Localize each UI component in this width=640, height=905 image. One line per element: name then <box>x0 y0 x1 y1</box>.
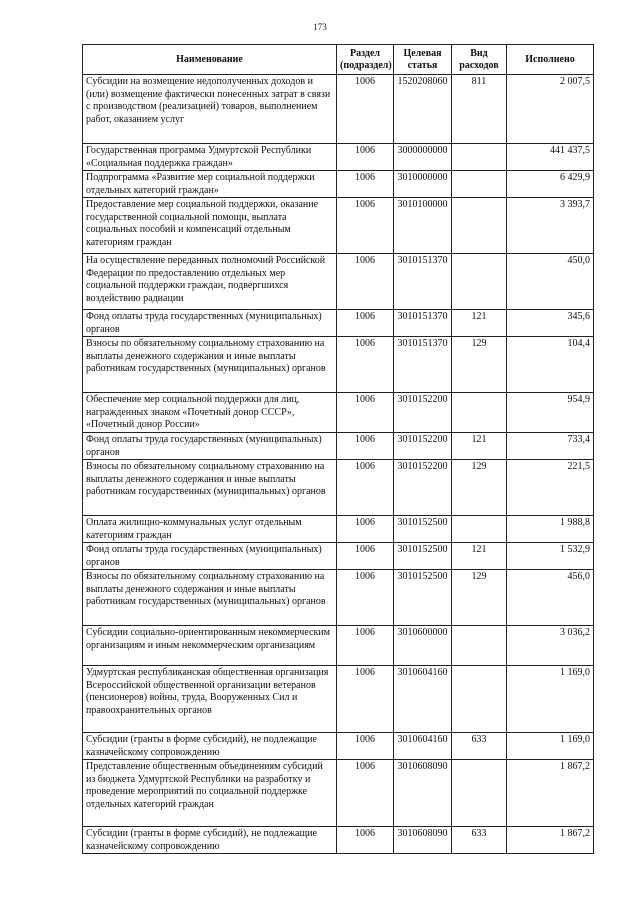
cell-name: Взносы по обязательному социальному страхованию на выплаты денежного содержания и иные выплаты работникам государственных (муниципальных) органов <box>83 570 337 626</box>
table-row <box>83 460 594 516</box>
cell-target: 3000000000 <box>394 144 452 171</box>
cell-done: 441 437,5 <box>507 144 594 171</box>
cell-kind: 633 <box>452 827 507 854</box>
cell-done: 1 532,9 <box>507 543 594 570</box>
cell-section: 1006 <box>337 171 394 198</box>
cell-target: 3010152200 <box>394 433 452 460</box>
header-row <box>83 45 594 75</box>
cell-done: 1 988,8 <box>507 516 594 543</box>
table-row <box>83 666 594 733</box>
cell-section: 1006 <box>337 570 394 626</box>
cell-section: 1006 <box>337 626 394 666</box>
cell-kind: 121 <box>452 433 507 460</box>
cell-kind <box>452 516 507 543</box>
cell-section: 1006 <box>337 460 394 516</box>
cell-target: 3010152500 <box>394 570 452 626</box>
cell-section: 1006 <box>337 760 394 827</box>
cell-done: 3 393,7 <box>507 198 594 254</box>
cell-section: 1006 <box>337 337 394 393</box>
table-row <box>83 337 594 393</box>
cell-section: 1006 <box>337 733 394 760</box>
table-row <box>83 516 594 543</box>
cell-kind <box>452 254 507 310</box>
cell-name: Взносы по обязательному социальному страхованию на выплаты денежного содержания и иные выплаты работникам государственных (муниципальных) органов <box>83 460 337 516</box>
table-row <box>83 733 594 760</box>
table-row <box>83 198 594 254</box>
cell-target: 3010100000 <box>394 198 452 254</box>
table-row <box>83 171 594 198</box>
cell-target: 3010152500 <box>394 543 452 570</box>
cell-kind: 129 <box>452 570 507 626</box>
table-row <box>83 543 594 570</box>
header-target: Целевая статья <box>394 45 452 75</box>
cell-done: 3 036,2 <box>507 626 594 666</box>
cell-kind: 121 <box>452 543 507 570</box>
cell-done: 1 169,0 <box>507 666 594 733</box>
cell-name: Фонд оплаты труда государственных (муниципальных) органов <box>83 310 337 337</box>
cell-kind: 811 <box>452 75 507 144</box>
cell-name: Подпрограмма «Развитие мер социальной поддержки отдельных категорий граждан» <box>83 171 337 198</box>
cell-kind <box>452 171 507 198</box>
cell-target: 3010152200 <box>394 393 452 433</box>
cell-kind <box>452 626 507 666</box>
cell-done: 450,0 <box>507 254 594 310</box>
cell-name: Государственная программа Удмуртской Республики «Социальная поддержка граждан» <box>83 144 337 171</box>
cell-target: 1520208060 <box>394 75 452 144</box>
table-row <box>83 254 594 310</box>
cell-done: 456,0 <box>507 570 594 626</box>
header-done: Исполнено <box>507 45 594 75</box>
header-kind: Вид расходов <box>452 45 507 75</box>
cell-section: 1006 <box>337 827 394 854</box>
cell-name: Субсидии на возмещение недополученных доходов и (или) возмещение фактически понесенных затрат в связи с производством (реализацией) товаров, выполнением работ, оказанием услуг <box>83 75 337 144</box>
cell-name: Оплата жилищно-коммунальных услуг отдельным категориям граждан <box>83 516 337 543</box>
budget-table <box>82 44 594 854</box>
table-row <box>83 310 594 337</box>
cell-name: Фонд оплаты труда государственных (муниципальных) органов <box>83 433 337 460</box>
cell-target: 3010608090 <box>394 760 452 827</box>
cell-target: 3010600000 <box>394 626 452 666</box>
cell-done: 954,9 <box>507 393 594 433</box>
cell-target: 3010608090 <box>394 827 452 854</box>
header-section: Раздел (подраздел) <box>337 45 394 75</box>
table-row <box>83 570 594 626</box>
cell-section: 1006 <box>337 433 394 460</box>
cell-name: Субсидии социально-ориентированным некоммерческим организациям и иным некоммерческим организациям <box>83 626 337 666</box>
cell-section: 1006 <box>337 516 394 543</box>
cell-kind <box>452 393 507 433</box>
cell-name: Удмуртская республиканская общественная организация Всероссийской общественной организации ветеранов (пенсионеров) войны, труда, Вооруженных Сил и правоохранительных органов <box>83 666 337 733</box>
cell-kind: 121 <box>452 310 507 337</box>
table-row <box>83 760 594 827</box>
cell-target: 3010152500 <box>394 516 452 543</box>
table-body <box>83 75 594 854</box>
header-name: Наименование <box>83 45 337 75</box>
cell-done: 221,5 <box>507 460 594 516</box>
cell-done: 733,4 <box>507 433 594 460</box>
cell-done: 1 169,0 <box>507 733 594 760</box>
cell-section: 1006 <box>337 254 394 310</box>
cell-name: Субсидии (гранты в форме субсидий), не подлежащие казначейскому сопровождению <box>83 827 337 854</box>
cell-section: 1006 <box>337 310 394 337</box>
cell-done: 1 867,2 <box>507 760 594 827</box>
cell-kind <box>452 198 507 254</box>
cell-target: 3010151370 <box>394 337 452 393</box>
cell-name: На осуществление переданных полномочий Российской Федерации по предоставлению отдельных мер социальной поддержки граждан, подвергшихся воздействию радиации <box>83 254 337 310</box>
cell-target: 3010151370 <box>394 254 452 310</box>
cell-section: 1006 <box>337 543 394 570</box>
cell-kind <box>452 666 507 733</box>
cell-target: 3010604160 <box>394 733 452 760</box>
cell-kind: 633 <box>452 733 507 760</box>
table-row <box>83 144 594 171</box>
cell-target: 3010000000 <box>394 171 452 198</box>
cell-target: 3010604160 <box>394 666 452 733</box>
table-row <box>83 433 594 460</box>
table-row <box>83 75 594 144</box>
cell-done: 1 867,2 <box>507 827 594 854</box>
cell-done: 345,6 <box>507 310 594 337</box>
table-row <box>83 393 594 433</box>
cell-name: Предоставление мер социальной поддержки, оказание государственной социальной помощи, выплата социальных пособий и компенсаций отдельным категориям граждан <box>83 198 337 254</box>
cell-name: Субсидии (гранты в форме субсидий), не подлежащие казначейскому сопровождению <box>83 733 337 760</box>
cell-name: Обеспечение мер социальной поддержки для лиц, награжденных знаком «Почетный донор СССР», «Почетный донор России» <box>83 393 337 433</box>
cell-name: Фонд оплаты труда государственных (муниципальных) органов <box>83 543 337 570</box>
page-number: 173 <box>313 22 327 32</box>
cell-kind: 129 <box>452 337 507 393</box>
cell-done: 104,4 <box>507 337 594 393</box>
cell-name: Взносы по обязательному социальному страхованию на выплаты денежного содержания и иные выплаты работникам государственных (муниципальных) органов <box>83 337 337 393</box>
cell-section: 1006 <box>337 393 394 433</box>
cell-target: 3010151370 <box>394 310 452 337</box>
table-row <box>83 626 594 666</box>
cell-kind <box>452 144 507 171</box>
cell-done: 2 007,5 <box>507 75 594 144</box>
cell-name: Представление общественным объединениям субсидий из бюджета Удмуртской Республики на разработку и проведение мероприятий по социальной поддержке отдельных категорий граждан <box>83 760 337 827</box>
table-row <box>83 827 594 854</box>
cell-section: 1006 <box>337 198 394 254</box>
cell-kind <box>452 760 507 827</box>
cell-section: 1006 <box>337 144 394 171</box>
cell-done: 6 429,9 <box>507 171 594 198</box>
cell-section: 1006 <box>337 666 394 733</box>
cell-kind: 129 <box>452 460 507 516</box>
cell-target: 3010152200 <box>394 460 452 516</box>
cell-section: 1006 <box>337 75 394 144</box>
